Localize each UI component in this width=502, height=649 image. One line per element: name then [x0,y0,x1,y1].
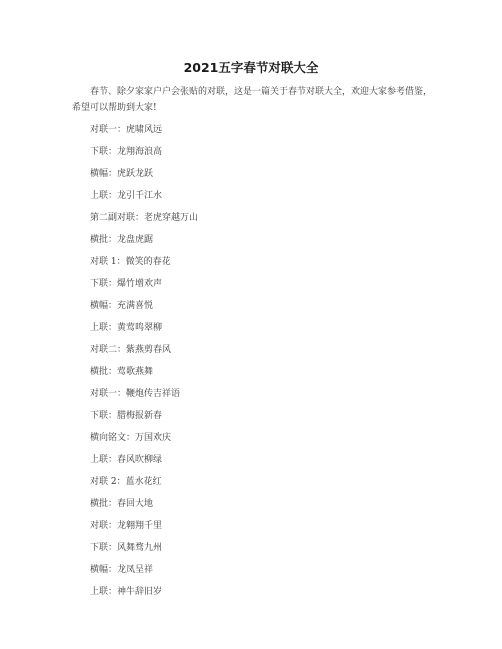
couplet-line: 对联二：紫燕剪春风 [90,345,172,355]
couplet-line: 对联：龙翱翔千里 [90,521,163,531]
couplet-line: 上联：黄莺鸣翠柳 [90,323,163,333]
couplet-line: 下联：腊梅报新春 [90,411,163,421]
couplet-line: 横幅：充满喜悦 [90,301,154,311]
couplet-line: 下联：龙翔海浪高 [90,147,163,157]
intro-paragraph [72,84,433,116]
couplet-line: 下联：风舞骛九州 [90,543,163,553]
document-title: 2021五字春节对联大全 [183,60,319,75]
couplet-line: 横批：春回大地 [90,499,154,509]
couplet-line: 对联一：虎啸风远 [90,125,163,135]
couplet-list [90,122,198,606]
couplet-line: 上联：龙引千江水 [90,191,163,201]
couplet-line: 横批：莺歌燕舞 [90,367,154,377]
couplet-line: 第二副对联：老虎穿越万山 [90,213,199,223]
intro-text-line-1: 春节、除夕家家户户会张贴的对联，这是一篇关于春节对联大全，欢迎大家参考借鉴， [90,87,433,97]
couplet-line: 横幅：龙凤呈祥 [90,565,154,575]
couplet-line: 横批：龙盘虎踞 [90,235,154,245]
couplet-line: 横幅：虎跃龙跃 [90,169,154,179]
couplet-line: 上联：神牛辞旧岁 [90,587,163,597]
intro-text-line-2: 希望可以帮助到大家! [72,103,157,113]
couplet-line: 对联一：鞭炮传吉祥语 [90,389,181,399]
couplet-line: 对联 1：微笑的春花 [90,257,171,267]
couplet-line: 下联：爆竹增欢声 [90,279,163,289]
couplet-line: 横向铭文：万国欢庆 [90,433,172,443]
couplet-line: 对联 2：蓝水花红 [90,477,162,487]
couplet-line: 上联：春风吹柳绿 [90,455,163,465]
